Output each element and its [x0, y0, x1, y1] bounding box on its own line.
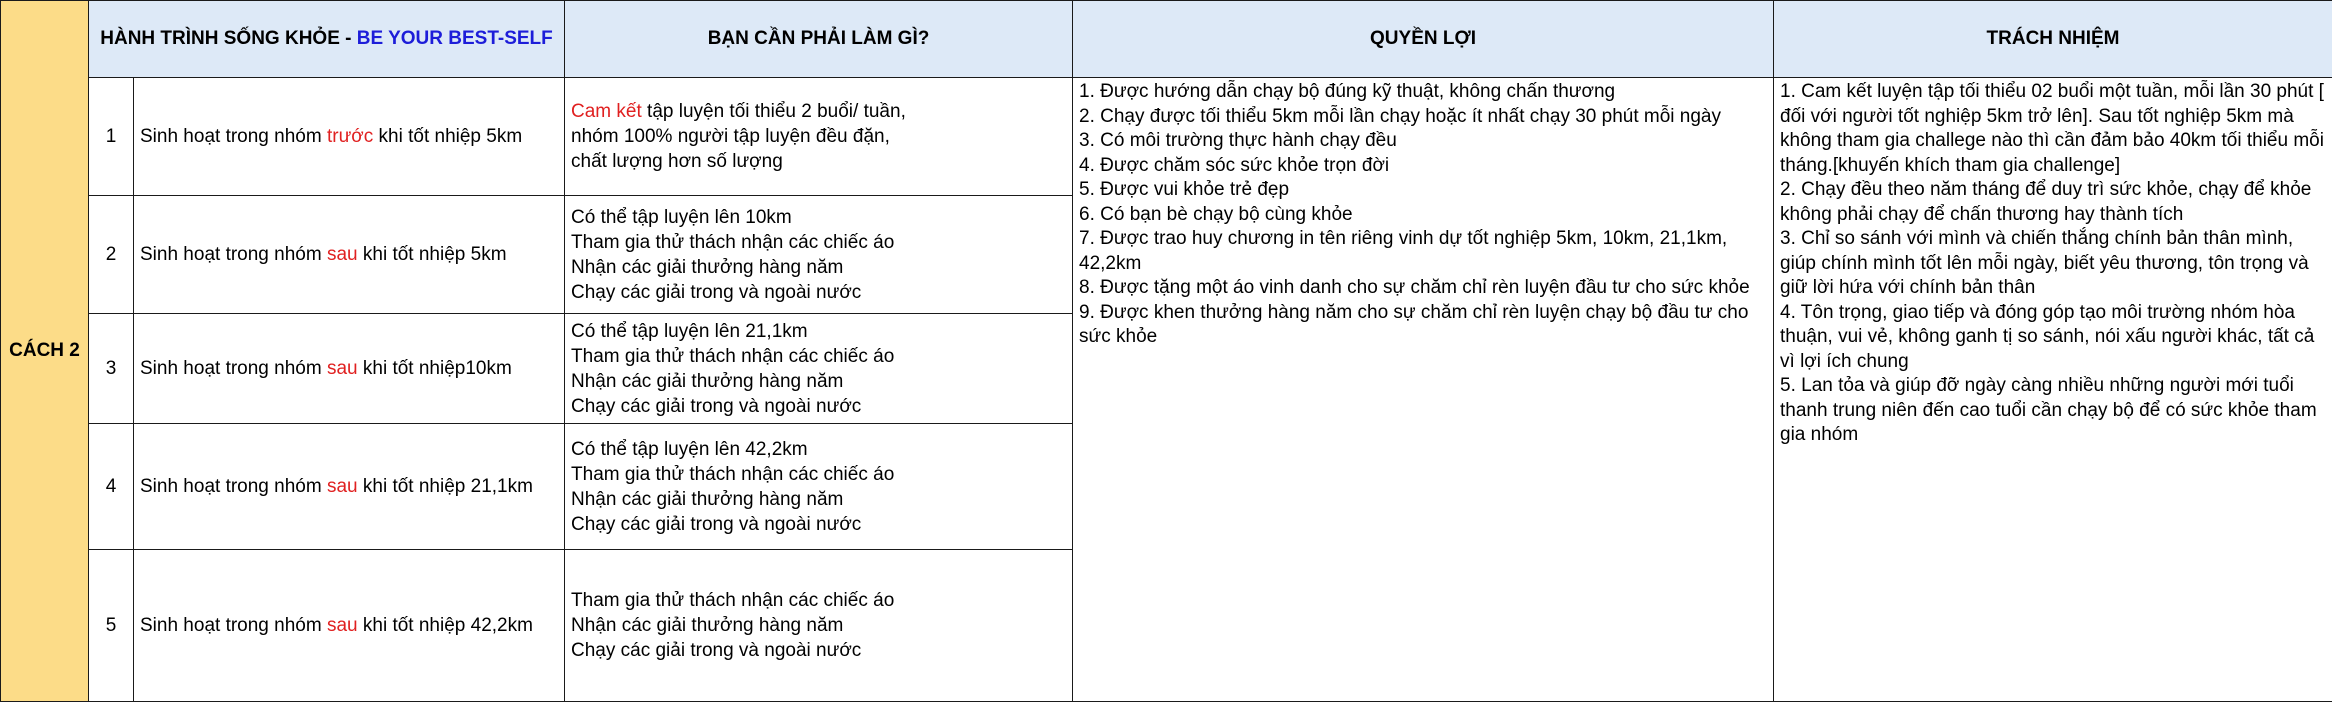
responsibility-item: 4. Tôn trọng, giao tiếp và đóng góp tạo môi trường nhóm hòa thuận, vui vẻ, không ganh tị so sánh, nói xấu người khác, tất cả vì lợi ích chung: [1780, 301, 2326, 375]
row-number: 3: [106, 358, 117, 379]
row-task-cell[interactable]: [565, 78, 1073, 196]
task-line: Chạy các giải trong và ngoài nước: [571, 280, 1072, 305]
row-number: 4: [106, 476, 117, 497]
task-line: Chạy các giải trong và ngoài nước: [571, 512, 1072, 537]
row-task-cell[interactable]: [565, 196, 1073, 314]
row-name-highlight: sau: [327, 615, 358, 636]
header-benefits[interactable]: [1073, 1, 1774, 78]
row-number-cell[interactable]: [89, 196, 134, 314]
task-line: chất lượng hơn số lượng: [571, 149, 1072, 174]
row-name-prefix: Sinh hoạt trong nhóm: [140, 615, 327, 636]
benefit-item: 2. Chạy được tối thiểu 5km mỗi lần chạy hoặc ít nhất chạy 30 phút mỗi ngày: [1079, 105, 1767, 130]
row-name-suffix: khi tốt nhiệp 42,2km: [358, 615, 533, 636]
table-row: [1, 78, 2332, 196]
row-number-cell[interactable]: [89, 314, 134, 424]
row-number-cell[interactable]: [89, 550, 134, 702]
header-responsibilities-text: TRÁCH NHIỆM: [1987, 28, 2120, 49]
header-journey-highlight: BE YOUR BEST-SELF: [357, 28, 553, 49]
responsibilities-cell[interactable]: [1774, 78, 2332, 702]
task-highlight: Cam kết: [571, 101, 642, 122]
row-number-cell[interactable]: [89, 78, 134, 196]
task-line: Chạy các giải trong và ngoài nước: [571, 394, 1072, 419]
header-responsibilities[interactable]: [1774, 1, 2332, 78]
row-name-highlight: sau: [327, 244, 358, 265]
row-name-suffix: khi tốt nhiệp10km: [358, 358, 512, 379]
row-name-highlight: sau: [327, 476, 358, 497]
benefit-item: 1. Được hướng dẫn chạy bộ đúng kỹ thuật, không chấn thương: [1079, 80, 1767, 105]
responsibility-item: 2. Chạy đều theo năm tháng để duy trì sức khỏe, chạy để khỏe không phải chạy để chấn thương hay thành tích: [1780, 178, 2326, 227]
row-task-cell[interactable]: [565, 314, 1073, 424]
row-name-prefix: Sinh hoạt trong nhóm: [140, 126, 327, 147]
benefit-item: 8. Được tặng một áo vinh danh cho sự chăm chỉ rèn luyện đầu tư cho sức khỏe: [1079, 276, 1767, 301]
header-journey[interactable]: [89, 1, 565, 78]
task-line: tập luyện tối thiểu 2 buổi/ tuần,: [642, 101, 906, 122]
benefits-cell[interactable]: [1073, 78, 1774, 702]
row-name-cell[interactable]: [134, 78, 565, 196]
header-journey-prefix: HÀNH TRÌNH SỐNG KHỎE -: [100, 28, 357, 49]
row-task-cell[interactable]: [565, 424, 1073, 550]
task-line: Chạy các giải trong và ngoài nước: [571, 638, 1072, 663]
section-label: CÁCH 2: [9, 340, 80, 361]
row-number: 5: [106, 615, 117, 636]
row-number-cell[interactable]: [89, 424, 134, 550]
row-number: 2: [106, 244, 117, 265]
responsibility-item: 1. Cam kết luyện tập tối thiểu 02 buổi một tuần, mỗi lần 30 phút [ đối với người tốt nghiệp 5km trở lên]. Sau tốt nghiệp 5km mà không tham gia challege nào thì cần đảm bảo 40km tối thiểu mỗi tháng.[khuyến khích tham gia challenge]: [1780, 80, 2326, 178]
section-label-cell[interactable]: [1, 1, 89, 702]
row-name-cell[interactable]: [134, 314, 565, 424]
task-line: nhóm 100% người tập luyện đều đặn,: [571, 124, 1072, 149]
header-what-to-do-text: BẠN CẦN PHẢI LÀM GÌ?: [708, 28, 930, 49]
task-line: Tham gia thử thách nhận các chiếc áo: [571, 462, 1072, 487]
row-name-suffix: khi tốt nhiệp 5km: [358, 244, 507, 265]
task-line: Tham gia thử thách nhận các chiếc áo: [571, 344, 1072, 369]
row-name-cell[interactable]: [134, 196, 565, 314]
task-line: Nhận các giải thưởng hàng năm: [571, 487, 1072, 512]
row-name-suffix: khi tốt nhiệp 21,1km: [358, 476, 533, 497]
benefit-item: 6. Có bạn bè chạy bộ cùng khỏe: [1079, 203, 1767, 228]
task-line: Có thể tập luyện lên 42,2km: [571, 437, 1072, 462]
row-task-cell[interactable]: [565, 550, 1073, 702]
task-line: Có thể tập luyện lên 21,1km: [571, 319, 1072, 344]
benefit-item: 3. Có môi trường thực hành chạy đều: [1079, 129, 1767, 154]
benefit-item: 9. Được khen thưởng hàng năm cho sự chăm chỉ rèn luyện chạy bộ đầu tư cho sức khỏe: [1079, 301, 1767, 350]
task-line: Nhận các giải thưởng hàng năm: [571, 369, 1072, 394]
row-name-highlight: sau: [327, 358, 358, 379]
task-line: Nhận các giải thưởng hàng năm: [571, 255, 1072, 280]
row-name-prefix: Sinh hoạt trong nhóm: [140, 244, 327, 265]
row-name-prefix: Sinh hoạt trong nhóm: [140, 358, 327, 379]
row-name-suffix: khi tốt nhiệp 5km: [373, 126, 522, 147]
row-name-highlight: trước: [327, 126, 373, 147]
benefit-item: 4. Được chăm sóc sức khỏe trọn đời: [1079, 154, 1767, 179]
row-name-cell[interactable]: [134, 424, 565, 550]
row-name-prefix: Sinh hoạt trong nhóm: [140, 476, 327, 497]
task-line: Tham gia thử thách nhận các chiếc áo: [571, 230, 1072, 255]
task-line: Tham gia thử thách nhận các chiếc áo: [571, 588, 1072, 613]
task-line: Nhận các giải thưởng hàng năm: [571, 613, 1072, 638]
benefit-item: 7. Được trao huy chương in tên riêng vinh dự tốt nghiệp 5km, 10km, 21,1km, 42,2km: [1079, 227, 1767, 276]
benefit-item: 5. Được vui khỏe trẻ đẹp: [1079, 178, 1767, 203]
row-name-cell[interactable]: [134, 550, 565, 702]
task-line: Có thể tập luyện lên 10km: [571, 205, 1072, 230]
row-number: 1: [106, 126, 117, 147]
header-what-to-do[interactable]: [565, 1, 1073, 78]
header-benefits-text: QUYỀN LỢI: [1370, 28, 1476, 49]
responsibility-item: 5. Lan tỏa và giúp đỡ ngày càng nhiều những người mới tuổi thanh trung niên đến cao tuổi cần chạy bộ để có sức khỏe tham gia nhóm: [1780, 374, 2326, 448]
responsibility-item: 3. Chỉ so sánh với mình và chiến thắng chính bản thân mình, giúp chính mình tốt lên mỗi ngày, biết yêu thương, tôn trọng và giữ lời hứa với chính bản thân: [1780, 227, 2326, 301]
